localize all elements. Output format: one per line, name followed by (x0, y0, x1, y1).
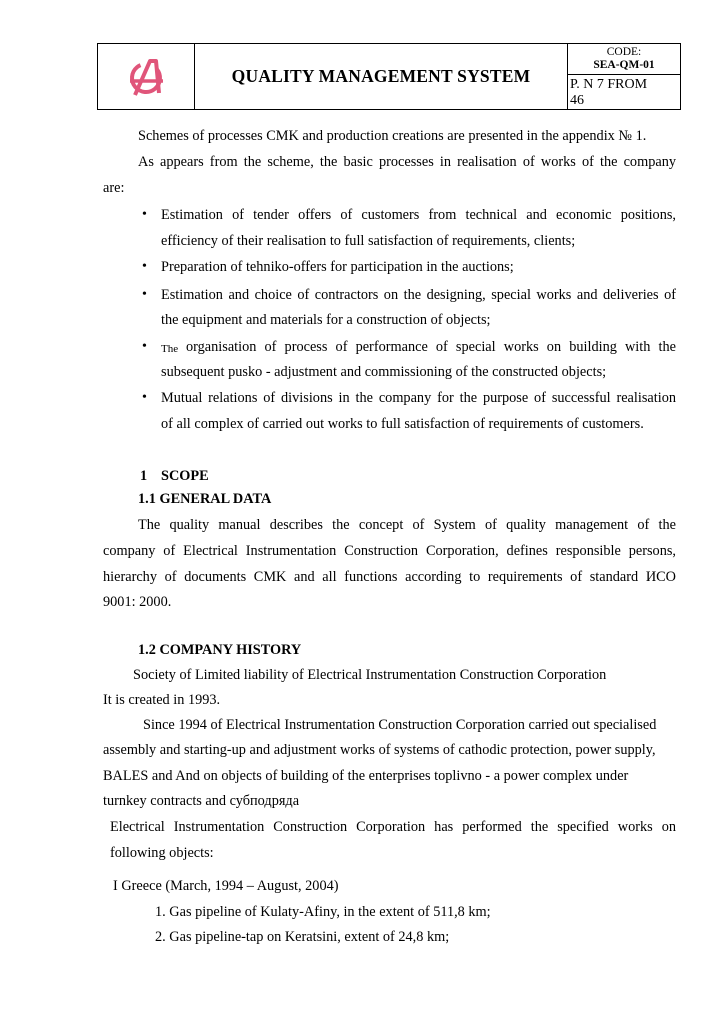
logo-icon (126, 57, 166, 97)
bullet-icon: • (142, 259, 147, 274)
bullet-icon: • (142, 339, 147, 354)
page-number-cell (568, 75, 680, 109)
page-number-line1: P. N 7 FROM (570, 77, 648, 92)
history-object-item: 2. Gas pipeline-tap on Keratsini, extent of 24,8 km; (155, 929, 450, 945)
subsection-heading-company-history: 1.2 COMPANY HISTORY (138, 642, 302, 658)
intro-paragraph-2-line1: As appears from the scheme, the basic processes in realisation of works of the company (138, 154, 676, 170)
scope-para-line3: hierarchy of documents CMK and all functions according to requirements of standard ИСО (103, 569, 676, 585)
section-number: 1 (140, 468, 148, 484)
bullet-3-line1: Estimation and choice of contractors on the designing, special works and deliveries of (161, 287, 676, 303)
bullet-2-line1: Preparation of tehniko-offers for participation in the auctions; (161, 259, 514, 275)
company-logo (98, 44, 195, 109)
bullet-icon: • (142, 390, 147, 405)
document-header (97, 43, 681, 110)
history-country-greece: I Greece (March, 1994 – August, 2004) (113, 878, 339, 894)
history-line8: following objects: (110, 845, 214, 861)
bullet-1-line2: efficiency of their realisation to full satisfaction of requirements, clients; (161, 233, 576, 249)
bullet-5-line1: Mutual relations of divisions in the company for the purpose of successful realisation (161, 390, 676, 406)
history-line5: BALES and And on objects of building of the enterprises toplivno - a power complex under (103, 768, 629, 784)
bullet-4-lead: The (161, 343, 179, 355)
document-meta (568, 44, 680, 109)
intro-paragraph-1: Schemes of processes CMK and production creations are presented in the appendix № 1. (138, 128, 647, 144)
bullet-icon: • (142, 207, 147, 222)
system-title: QUALITY MANAGEMENT SYSTEM (195, 44, 568, 109)
history-line4: assembly and starting-up and adjustment works of systems of cathodic protection, power supply, (103, 742, 656, 758)
bullet-icon: • (142, 287, 147, 302)
subsection-heading-general-data: 1.1 GENERAL DATA (138, 491, 272, 507)
history-line3: Since 1994 of Electrical Instrumentation Construction Corporation carried out specialised (143, 717, 657, 733)
scope-para-line2: company of Electrical Instrumentation Construction Corporation, defines responsible persons, (103, 543, 676, 559)
intro-paragraph-2-line2: are: (103, 180, 125, 196)
scope-para-line1: The quality manual describes the concept of System of quality management of the (138, 517, 676, 533)
history-line7: Electrical Instrumentation Construction Corporation has performed the specified works on (110, 819, 676, 835)
history-line1: Society of Limited liability of Electrical Instrumentation Construction Corporation (133, 667, 607, 683)
section-heading-scope: SCOPE (161, 468, 209, 484)
bullet-1-line1: Estimation of tender offers of customers from technical and economic positions, (161, 207, 676, 223)
history-object-item: 1. Gas pipeline of Kulaty-Afiny, in the extent of 511,8 km; (155, 904, 491, 920)
code-value: SEA-QM-01 (593, 59, 655, 71)
code-label: CODE: (606, 46, 642, 58)
bullet-3-line2: the equipment and materials for a construction of objects; (161, 312, 491, 328)
page-number-line2: 46 (570, 93, 584, 108)
bullet-4-line2: subsequent pusko - adjustment and commissioning of the constructed objects; (161, 364, 607, 380)
history-line6: turnkey contracts and субподряда (103, 793, 300, 809)
scope-para-line4: 9001: 2000. (103, 594, 172, 610)
code-cell (568, 44, 680, 75)
bullet-5-line2: of all complex of carried out works to full satisfaction of requirements of customers. (161, 416, 644, 432)
history-line2: It is created in 1993. (103, 692, 221, 708)
bullet-4-line1: organisation of process of performance of special works on building with the (186, 339, 676, 355)
